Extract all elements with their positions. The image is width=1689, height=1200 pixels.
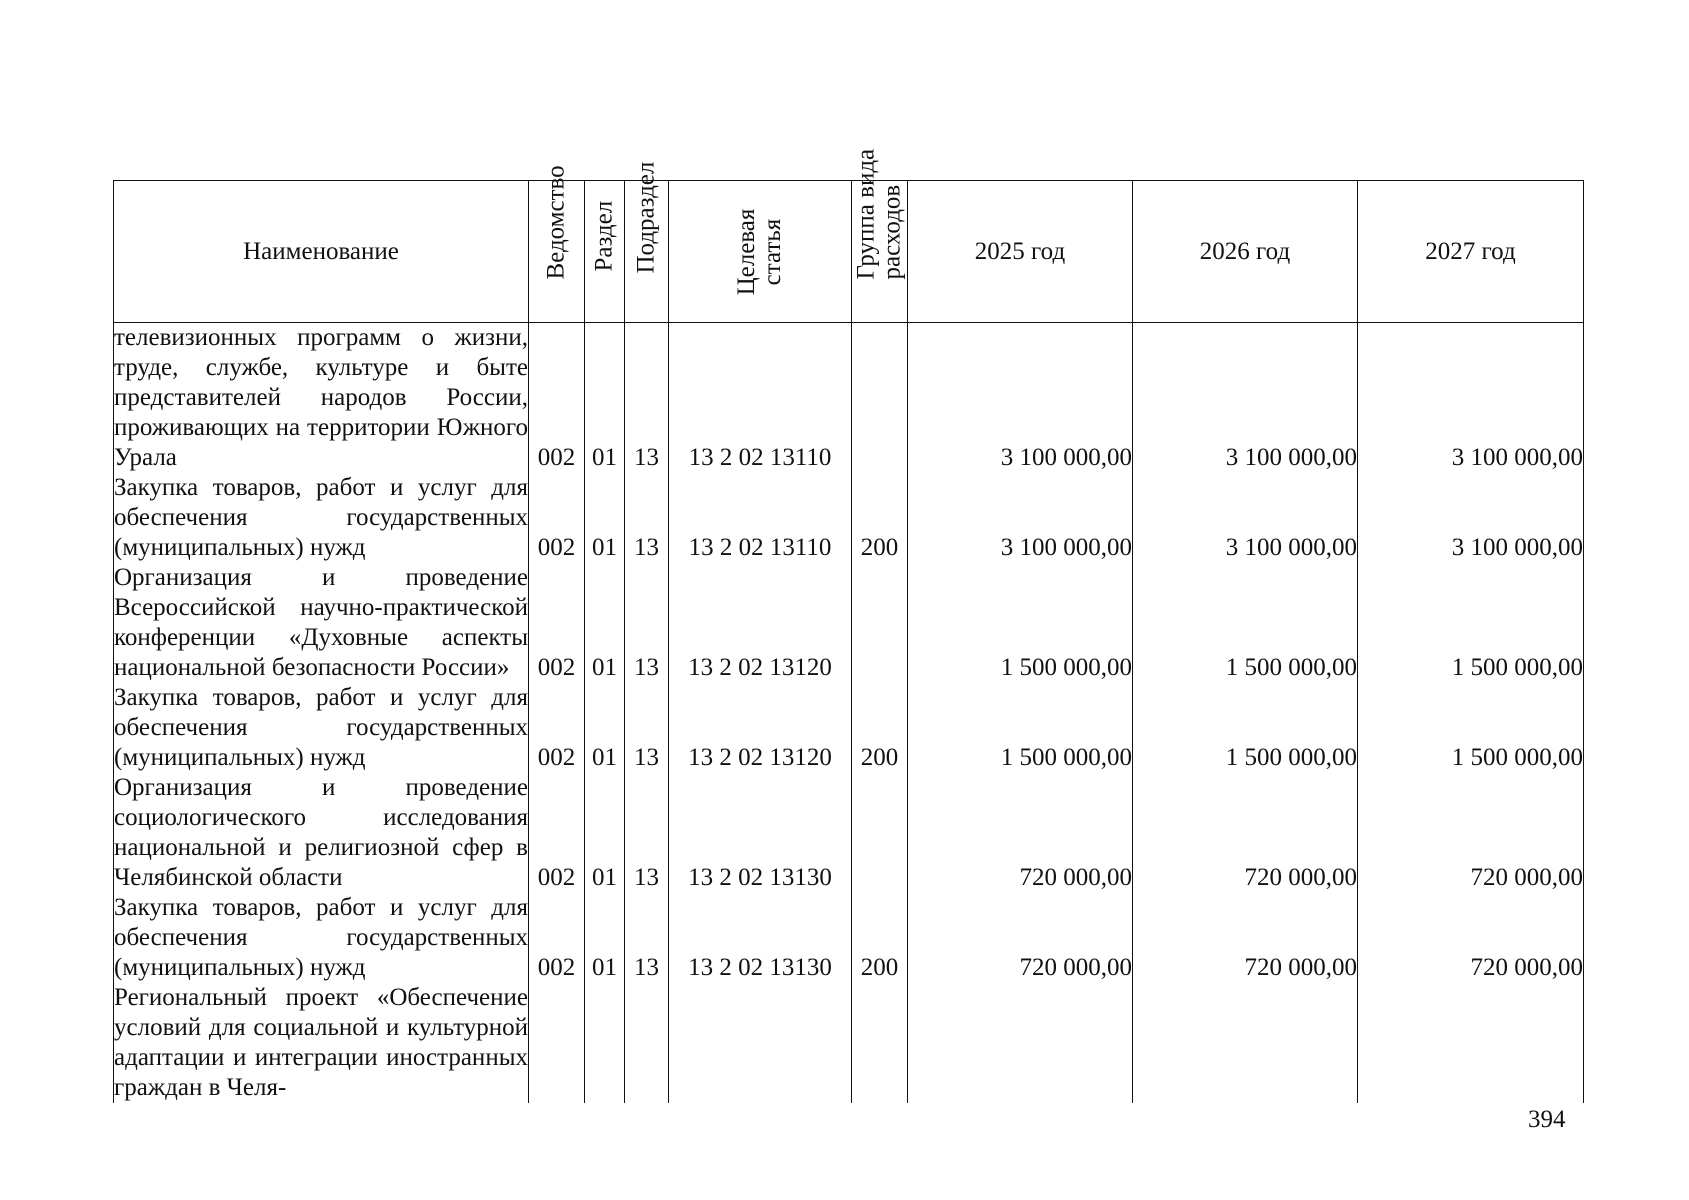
row-target-article: 13 2 02 13110 — [669, 473, 852, 563]
row-2025: 3 100 000,00 — [908, 473, 1133, 563]
table-row — [114, 323, 1584, 474]
row-razdel: 01 — [585, 473, 625, 563]
row-razdel — [585, 983, 625, 1103]
row-2027: 1 500 000,00 — [1358, 563, 1584, 683]
header-2025: 2025 год — [908, 181, 1133, 323]
row-2026: 1 500 000,00 — [1133, 563, 1358, 683]
table-header-row — [114, 181, 1584, 323]
row-target-article: 13 2 02 13130 — [669, 893, 852, 983]
row-expense-group — [852, 563, 908, 683]
row-razdel: 01 — [585, 683, 625, 773]
row-name: Закупка товаров, работ и услуг для обеспечения государственных (муниципальных) нужд — [114, 894, 528, 981]
row-2027: 3 100 000,00 — [1358, 323, 1584, 474]
row-target-article: 13 2 02 13120 — [669, 563, 852, 683]
row-expense-group — [852, 323, 908, 474]
table-row — [114, 473, 1584, 563]
row-vedomstvo — [529, 983, 585, 1103]
table-row — [114, 773, 1584, 893]
row-vedomstvo: 002 — [529, 563, 585, 683]
row-2027: 1 500 000,00 — [1358, 683, 1584, 773]
row-name: Закупка товаров, работ и услуг для обеспечения государственных (муниципальных) нужд — [114, 474, 528, 561]
row-vedomstvo: 002 — [529, 323, 585, 474]
row-expense-group: 200 — [852, 893, 908, 983]
row-name: телевизионных программ о жизни, труде, службе, культуре и быте представителей народов России, проживающих на территории Южного Урала — [114, 324, 528, 471]
row-2026: 3 100 000,00 — [1133, 473, 1358, 563]
row-target-article: 13 2 02 13130 — [669, 773, 852, 893]
row-2027: 720 000,00 — [1358, 773, 1584, 893]
row-podrazdel: 13 — [625, 773, 669, 893]
row-podrazdel: 13 — [625, 473, 669, 563]
row-2027: 720 000,00 — [1358, 893, 1584, 983]
table-row — [114, 983, 1584, 1103]
header-razdel: Раздел — [585, 181, 625, 323]
row-2026 — [1133, 983, 1358, 1103]
row-razdel: 01 — [585, 323, 625, 474]
page-number: 394 — [1528, 1106, 1566, 1133]
row-2025: 3 100 000,00 — [908, 323, 1133, 474]
row-vedomstvo: 002 — [529, 893, 585, 983]
header-expense-group: Группа вида расходов — [852, 181, 908, 323]
row-2026: 720 000,00 — [1133, 893, 1358, 983]
header-podrazdel: Подраздел — [625, 181, 669, 323]
row-vedomstvo: 002 — [529, 473, 585, 563]
row-2025 — [908, 983, 1133, 1103]
header-2026: 2026 год — [1133, 181, 1358, 323]
row-name: Региональный проект «Обеспечение условий для социальной и культурной адаптации и интеграции иностранных граждан в Челя- — [114, 984, 528, 1101]
row-name: Организация и проведение социологического исследования национальной и религиозной сфер в Челябинской области — [114, 774, 528, 891]
row-podrazdel — [625, 983, 669, 1103]
header-name: Наименование — [114, 181, 529, 323]
row-target-article: 13 2 02 13120 — [669, 683, 852, 773]
row-2025: 1 500 000,00 — [908, 563, 1133, 683]
row-2027: 3 100 000,00 — [1358, 473, 1584, 563]
row-2026: 720 000,00 — [1133, 773, 1358, 893]
row-expense-group — [852, 773, 908, 893]
row-podrazdel: 13 — [625, 323, 669, 474]
row-podrazdel: 13 — [625, 683, 669, 773]
row-razdel: 01 — [585, 893, 625, 983]
row-expense-group: 200 — [852, 473, 908, 563]
row-expense-group — [852, 983, 908, 1103]
row-2026: 1 500 000,00 — [1133, 683, 1358, 773]
budget-table — [113, 148, 1584, 1103]
row-target-article — [669, 983, 852, 1103]
row-2027 — [1358, 983, 1584, 1103]
table-row — [114, 563, 1584, 683]
row-target-article: 13 2 02 13110 — [669, 323, 852, 474]
row-2025: 1 500 000,00 — [908, 683, 1133, 773]
table-row — [114, 683, 1584, 773]
row-vedomstvo: 002 — [529, 683, 585, 773]
header-vedomstvo: Ведомство — [529, 181, 585, 323]
header-target-article: Целевая статья — [669, 181, 852, 323]
row-razdel: 01 — [585, 563, 625, 683]
row-podrazdel: 13 — [625, 563, 669, 683]
row-name: Организация и проведение Всероссийской научно-практической конференции «Духовные аспекты национальной безопасности России» — [114, 564, 528, 681]
row-podrazdel: 13 — [625, 893, 669, 983]
table-row — [114, 893, 1584, 983]
row-2026: 3 100 000,00 — [1133, 323, 1358, 474]
row-razdel: 01 — [585, 773, 625, 893]
row-2025: 720 000,00 — [908, 773, 1133, 893]
row-expense-group: 200 — [852, 683, 908, 773]
row-vedomstvo: 002 — [529, 773, 585, 893]
row-2025: 720 000,00 — [908, 893, 1133, 983]
row-name: Закупка товаров, работ и услуг для обеспечения государственных (муниципальных) нужд — [114, 684, 528, 771]
header-2027: 2027 год — [1358, 181, 1584, 323]
